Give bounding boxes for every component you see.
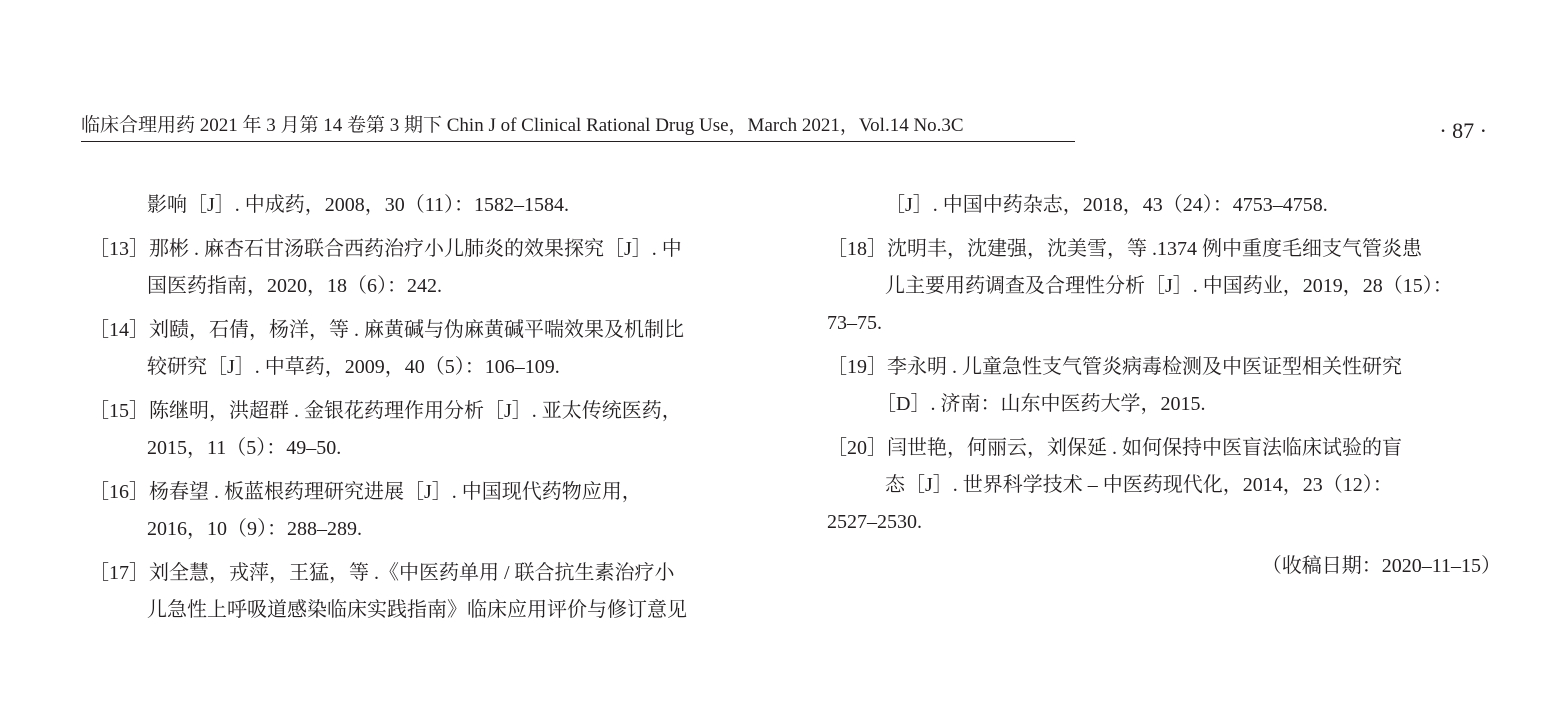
reference-column-right (827, 187, 1507, 585)
reference-line: ［17］刘全慧，戎萍，王猛，等 .《中医药单用 / 联合抗生素治疗小 (89, 562, 675, 584)
reference-line: 2015，11（5）：49–50. (147, 437, 342, 459)
page-number: · 87 · (1439, 118, 1487, 143)
reference-line: ［16］杨春望 . 板蓝根药理研究进展［J］. 中国现代药物应用， (89, 481, 642, 503)
reference-line: 儿急性上呼吸道感染临床实践指南》临床应用评价与修订意见 (147, 599, 687, 621)
reference-line: ［15］陈继明，洪超群 . 金银花药理作用分析［J］. 亚太传统医药， (89, 400, 682, 422)
reference-line: ［D］. 济南：山东中医药大学，2015. (876, 393, 1206, 415)
reference-line: 影响［J］. 中成药，2008，30（11）：1582–1584. (147, 194, 570, 216)
reference-line: 2016，10（9）：288–289. (147, 518, 362, 540)
running-header (81, 111, 1075, 142)
reference-line: 儿主要用药调查及合理性分析［J］. 中国药业，2019，28（15）： (885, 275, 1453, 297)
received-date: （收稿日期：2020–11–15） (1261, 555, 1501, 577)
reference-line: 73–75. (827, 312, 882, 334)
reference-line: 较研究［J］. 中草药，2009，40（5）：106–109. (147, 356, 560, 378)
reference-line: 国医药指南，2020，18（6）：242. (147, 275, 442, 297)
reference-line: ［J］. 中国中药杂志，2018，43（24）：4753–4758. (885, 194, 1328, 216)
reference-line: ［13］那彬 . 麻杏石甘汤联合西药治疗小儿肺炎的效果探究［J］. 中 (89, 238, 682, 260)
journal-line: 临床合理用药 2021 年 3 月第 14 卷第 3 期下 Chin J of Clinical Rational Drug Use，March 2021，Vol.14 No.3C (81, 115, 964, 136)
reference-column-left (89, 187, 769, 629)
reference-line: ［14］刘赜，石倩，杨洋，等 . 麻黄碱与伪麻黄碱平喘效果及机制比 (89, 319, 684, 341)
reference-line: 2527–2530. (827, 511, 922, 533)
reference-line: ［18］沈明丰，沈建强，沈美雪，等 .1374 例中重度毛细支气管炎患 (827, 238, 1422, 260)
reference-line: ［20］闫世艳，何丽云，刘保延 . 如何保持中医盲法临床试验的盲 (827, 437, 1402, 459)
reference-line: 态［J］. 世界科学技术 – 中医药现代化，2014，23（12）： (885, 474, 1393, 496)
reference-line: ［19］李永明 . 儿童急性支气管炎病毒检测及中医证型相关性研究 (827, 356, 1402, 378)
